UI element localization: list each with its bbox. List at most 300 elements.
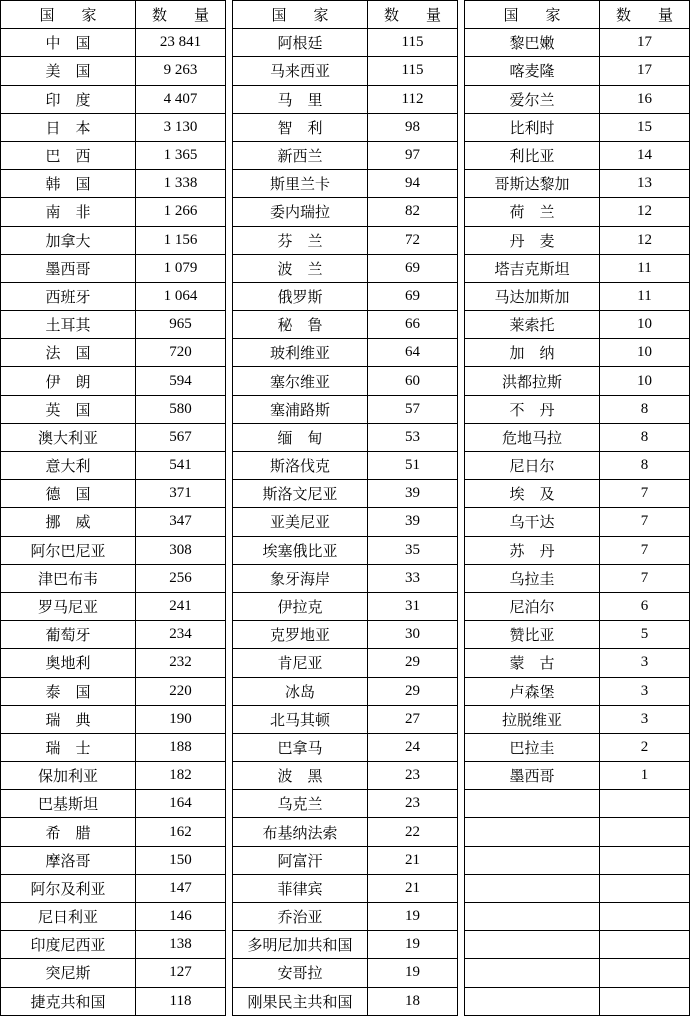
table-row: [1, 874, 226, 902]
cell-count: 29: [368, 677, 458, 705]
cell-count: 220: [136, 677, 226, 705]
table-row: [233, 57, 458, 85]
cell-country: 塞浦路斯: [233, 395, 368, 423]
cell-count: 580: [136, 395, 226, 423]
cell-country: 马 里: [233, 85, 368, 113]
table-row: [465, 29, 690, 57]
cell-country: 加 纳: [465, 339, 600, 367]
cell-count: 127: [136, 959, 226, 987]
header-count: 数 量: [368, 1, 458, 29]
cell-country: 布基纳法索: [233, 818, 368, 846]
cell-empty: [600, 903, 690, 931]
table-row: [233, 564, 458, 592]
table-row: [465, 592, 690, 620]
cell-country: 土耳其: [1, 311, 136, 339]
cell-count: 3: [600, 649, 690, 677]
cell-count: 2: [600, 733, 690, 761]
cell-country: 韩 国: [1, 170, 136, 198]
cell-count: 8: [600, 452, 690, 480]
cell-count: 23: [368, 762, 458, 790]
table-row: [465, 818, 690, 846]
table-row: [1, 198, 226, 226]
cell-count: 5: [600, 621, 690, 649]
table-row: [1, 931, 226, 959]
cell-country: 俄罗斯: [233, 282, 368, 310]
cell-country: 乌克兰: [233, 790, 368, 818]
cell-count: 39: [368, 480, 458, 508]
cell-country: 挪 威: [1, 508, 136, 536]
cell-count: 7: [600, 536, 690, 564]
table-row: [233, 282, 458, 310]
cell-count: 4 407: [136, 85, 226, 113]
cell-country: 阿尔巴尼亚: [1, 536, 136, 564]
cell-country: 象牙海岸: [233, 564, 368, 592]
cell-country: 南 非: [1, 198, 136, 226]
table-row: [465, 846, 690, 874]
cell-count: 69: [368, 282, 458, 310]
table-row: [233, 423, 458, 451]
table-row: [1, 113, 226, 141]
cell-country: 奥地利: [1, 649, 136, 677]
cell-country: 乌干达: [465, 508, 600, 536]
cell-count: 190: [136, 705, 226, 733]
table-row: [233, 141, 458, 169]
cell-count: 64: [368, 339, 458, 367]
cell-country: 新西兰: [233, 141, 368, 169]
cell-country: 澳大利亚: [1, 423, 136, 451]
table-row: [233, 874, 458, 902]
cell-country: 尼泊尔: [465, 592, 600, 620]
cell-count: 82: [368, 198, 458, 226]
table-row: [465, 536, 690, 564]
table-row: [465, 198, 690, 226]
table-row: [1, 818, 226, 846]
table-row: [233, 649, 458, 677]
cell-country: 多明尼加共和国: [233, 931, 368, 959]
table-row: [1, 790, 226, 818]
cell-empty: [465, 959, 600, 987]
cell-count: 11: [600, 254, 690, 282]
header-count: 数 量: [600, 1, 690, 29]
cell-count: 21: [368, 874, 458, 902]
cell-empty: [465, 874, 600, 902]
table-row: [233, 113, 458, 141]
cell-country: 巴拉圭: [465, 733, 600, 761]
cell-count: 19: [368, 959, 458, 987]
table-row: [465, 254, 690, 282]
cell-country: 罗马尼亚: [1, 592, 136, 620]
table-row: [233, 170, 458, 198]
cell-count: 31: [368, 592, 458, 620]
header-count: 数 量: [136, 1, 226, 29]
table-row: [465, 226, 690, 254]
cell-count: 39: [368, 508, 458, 536]
table-row: [465, 564, 690, 592]
table-row: [465, 170, 690, 198]
cell-country: 赞比亚: [465, 621, 600, 649]
cell-country: 苏 丹: [465, 536, 600, 564]
cell-count: 965: [136, 311, 226, 339]
table-row: [233, 762, 458, 790]
cell-country: 玻利维亚: [233, 339, 368, 367]
cell-empty: [465, 818, 600, 846]
table-row: [1, 959, 226, 987]
table-row: [1, 621, 226, 649]
cell-country: 德 国: [1, 480, 136, 508]
table-row: [233, 790, 458, 818]
table-row: [1, 367, 226, 395]
table-row: [1, 170, 226, 198]
cell-country: 希 腊: [1, 818, 136, 846]
cell-count: 3 130: [136, 113, 226, 141]
cell-country: 爱尔兰: [465, 85, 600, 113]
table-row: [233, 85, 458, 113]
table-row: [233, 959, 458, 987]
cell-country: 美 国: [1, 57, 136, 85]
cell-country: 中 国: [1, 29, 136, 57]
table-row: [1, 592, 226, 620]
cell-country: 菲律宾: [233, 874, 368, 902]
table-row: [233, 536, 458, 564]
table-row: [1, 254, 226, 282]
cell-country: 西班牙: [1, 282, 136, 310]
table-row: [465, 339, 690, 367]
table-row: [465, 790, 690, 818]
cell-country: 冰岛: [233, 677, 368, 705]
table-row: [465, 874, 690, 902]
country-count-table-2: [232, 0, 458, 1016]
cell-country: 智 利: [233, 113, 368, 141]
cell-count: 234: [136, 621, 226, 649]
cell-count: 162: [136, 818, 226, 846]
cell-count: 7: [600, 564, 690, 592]
cell-country: 利比亚: [465, 141, 600, 169]
table-row: [465, 762, 690, 790]
cell-country: 印 度: [1, 85, 136, 113]
table-row: [1, 395, 226, 423]
table-row: [1, 564, 226, 592]
cell-country: 埃 及: [465, 480, 600, 508]
cell-count: 147: [136, 874, 226, 902]
cell-count: 115: [368, 29, 458, 57]
cell-count: 23: [368, 790, 458, 818]
cell-count: 150: [136, 846, 226, 874]
cell-country: 塔吉克斯坦: [465, 254, 600, 282]
cell-country: 突尼斯: [1, 959, 136, 987]
table-row: [1, 339, 226, 367]
table-row: [1, 762, 226, 790]
table-row: [1, 987, 226, 1015]
cell-country: 葡萄牙: [1, 621, 136, 649]
cell-empty: [600, 818, 690, 846]
table-row: [465, 141, 690, 169]
cell-count: 720: [136, 339, 226, 367]
table-row: [465, 113, 690, 141]
table-row: [1, 846, 226, 874]
cell-empty: [600, 790, 690, 818]
cell-count: 3: [600, 677, 690, 705]
table-row: [233, 621, 458, 649]
cell-count: 12: [600, 226, 690, 254]
table-row: [233, 480, 458, 508]
cell-count: 15: [600, 113, 690, 141]
cell-country: 法 国: [1, 339, 136, 367]
cell-country: 斯里兰卡: [233, 170, 368, 198]
table-row: [465, 57, 690, 85]
cell-country: 巴基斯坦: [1, 790, 136, 818]
table-row: [233, 254, 458, 282]
column-block-1-cell: [0, 0, 226, 1016]
cell-country: 加拿大: [1, 226, 136, 254]
cell-country: 瑞 典: [1, 705, 136, 733]
cell-count: 232: [136, 649, 226, 677]
cell-count: 1 156: [136, 226, 226, 254]
table-row: [465, 423, 690, 451]
cell-country: 伊 朗: [1, 367, 136, 395]
cell-count: 138: [136, 931, 226, 959]
table-row: [465, 621, 690, 649]
cell-country: 秘 鲁: [233, 311, 368, 339]
table-row: [465, 677, 690, 705]
cell-country: 印度尼西亚: [1, 931, 136, 959]
cell-count: 1 365: [136, 141, 226, 169]
cell-country: 伊拉克: [233, 592, 368, 620]
cell-country: 荷 兰: [465, 198, 600, 226]
cell-count: 27: [368, 705, 458, 733]
cell-empty: [465, 987, 600, 1015]
table-row: [233, 677, 458, 705]
table-row: [233, 198, 458, 226]
cell-country: 乔治亚: [233, 903, 368, 931]
cell-country: 马来西亚: [233, 57, 368, 85]
cell-country: 阿富汗: [233, 846, 368, 874]
cell-country: 北马其顿: [233, 705, 368, 733]
cell-count: 33: [368, 564, 458, 592]
cell-count: 164: [136, 790, 226, 818]
cell-country: 马达加斯加: [465, 282, 600, 310]
cell-count: 1 338: [136, 170, 226, 198]
cell-country: 阿尔及利亚: [1, 874, 136, 902]
cell-country: 塞尔维亚: [233, 367, 368, 395]
cell-country: 拉脱维亚: [465, 705, 600, 733]
cell-empty: [465, 931, 600, 959]
table-row: [1, 480, 226, 508]
table-row: [1, 311, 226, 339]
cell-country: 巴 西: [1, 141, 136, 169]
table-row: [1, 903, 226, 931]
cell-country: 蒙 古: [465, 649, 600, 677]
cell-count: 347: [136, 508, 226, 536]
table-row: [1, 57, 226, 85]
cell-count: 10: [600, 339, 690, 367]
cell-count: 3: [600, 705, 690, 733]
cell-country: 丹 麦: [465, 226, 600, 254]
cell-count: 1 079: [136, 254, 226, 282]
table-row: [233, 508, 458, 536]
cell-empty: [465, 903, 600, 931]
table-row: [1, 141, 226, 169]
table-row: [233, 226, 458, 254]
cell-country: 意大利: [1, 452, 136, 480]
cell-count: 51: [368, 452, 458, 480]
cell-count: 69: [368, 254, 458, 282]
table-row: [1, 733, 226, 761]
table-row: [465, 903, 690, 931]
table-row: [233, 733, 458, 761]
cell-count: 18: [368, 987, 458, 1015]
cell-empty: [600, 874, 690, 902]
country-count-table-1: [0, 0, 226, 1016]
table-row: [233, 705, 458, 733]
table-row: [233, 818, 458, 846]
cell-country: 莱索托: [465, 311, 600, 339]
cell-country: 喀麦隆: [465, 57, 600, 85]
table-row: [1, 452, 226, 480]
cell-count: 182: [136, 762, 226, 790]
table-row: [233, 339, 458, 367]
cell-country: 阿根廷: [233, 29, 368, 57]
cell-country: 刚果民主共和国: [233, 987, 368, 1015]
cell-count: 8: [600, 423, 690, 451]
cell-count: 567: [136, 423, 226, 451]
table-row: [1, 677, 226, 705]
cell-count: 13: [600, 170, 690, 198]
cell-country: 洪都拉斯: [465, 367, 600, 395]
table-row: [465, 987, 690, 1015]
cell-count: 7: [600, 480, 690, 508]
header-country: 国 家: [233, 1, 368, 29]
cell-count: 1: [600, 762, 690, 790]
cell-count: 14: [600, 141, 690, 169]
cell-count: 60: [368, 367, 458, 395]
cell-country: 黎巴嫩: [465, 29, 600, 57]
cell-count: 146: [136, 903, 226, 931]
table-row: [233, 592, 458, 620]
cell-country: 肯尼亚: [233, 649, 368, 677]
cell-count: 112: [368, 85, 458, 113]
cell-count: 97: [368, 141, 458, 169]
cell-count: 98: [368, 113, 458, 141]
cell-count: 23 841: [136, 29, 226, 57]
table-row: [233, 367, 458, 395]
cell-country: 卢森堡: [465, 677, 600, 705]
cell-empty: [465, 790, 600, 818]
table-row: [1, 423, 226, 451]
cell-count: 72: [368, 226, 458, 254]
table-row: [233, 395, 458, 423]
cell-count: 371: [136, 480, 226, 508]
table-header-row: [465, 1, 690, 29]
cell-count: 9 263: [136, 57, 226, 85]
cell-count: 57: [368, 395, 458, 423]
cell-country: 巴拿马: [233, 733, 368, 761]
cell-country: 津巴布韦: [1, 564, 136, 592]
cell-country: 捷克共和国: [1, 987, 136, 1015]
cell-count: 66: [368, 311, 458, 339]
cell-country: 斯洛文尼亚: [233, 480, 368, 508]
table-row: [465, 282, 690, 310]
table-row: [233, 311, 458, 339]
cell-count: 7: [600, 508, 690, 536]
table-row: [465, 733, 690, 761]
cell-country: 安哥拉: [233, 959, 368, 987]
cell-count: 6: [600, 592, 690, 620]
cell-count: 94: [368, 170, 458, 198]
table-row: [1, 85, 226, 113]
cell-empty: [465, 846, 600, 874]
table-row: [465, 508, 690, 536]
cell-count: 1 064: [136, 282, 226, 310]
table-row: [465, 480, 690, 508]
table-row: [465, 452, 690, 480]
cell-country: 波 兰: [233, 254, 368, 282]
cell-country: 英 国: [1, 395, 136, 423]
cell-empty: [600, 987, 690, 1015]
cell-count: 10: [600, 367, 690, 395]
column-block-2-cell: [232, 0, 458, 1016]
cell-country: 尼日利亚: [1, 903, 136, 931]
table-row: [465, 85, 690, 113]
cell-country: 摩洛哥: [1, 846, 136, 874]
cell-empty: [600, 959, 690, 987]
cell-country: 泰 国: [1, 677, 136, 705]
header-country: 国 家: [1, 1, 136, 29]
header-country: 国 家: [465, 1, 600, 29]
table-row: [465, 649, 690, 677]
cell-country: 缅 甸: [233, 423, 368, 451]
cell-country: 克罗地亚: [233, 621, 368, 649]
table-row: [233, 846, 458, 874]
cell-country: 不 丹: [465, 395, 600, 423]
table-row: [465, 395, 690, 423]
table-row: [1, 29, 226, 57]
table-row: [465, 367, 690, 395]
cell-country: 哥斯达黎加: [465, 170, 600, 198]
cell-count: 19: [368, 931, 458, 959]
column-block-3-cell: [464, 0, 690, 1016]
cell-country: 墨西哥: [465, 762, 600, 790]
cell-count: 11: [600, 282, 690, 310]
cell-country: 尼日尔: [465, 452, 600, 480]
table-row: [233, 903, 458, 931]
cell-count: 30: [368, 621, 458, 649]
cell-country: 斯洛伐克: [233, 452, 368, 480]
cell-count: 22: [368, 818, 458, 846]
table-row: [465, 705, 690, 733]
table-row: [1, 508, 226, 536]
cell-count: 188: [136, 733, 226, 761]
cell-empty: [600, 931, 690, 959]
cell-country: 芬 兰: [233, 226, 368, 254]
table-header-row: [1, 1, 226, 29]
cell-country: 埃塞俄比亚: [233, 536, 368, 564]
cell-count: 594: [136, 367, 226, 395]
table-row: [233, 452, 458, 480]
cell-count: 308: [136, 536, 226, 564]
cell-count: 21: [368, 846, 458, 874]
cell-count: 53: [368, 423, 458, 451]
cell-country: 波 黑: [233, 762, 368, 790]
cell-count: 541: [136, 452, 226, 480]
cell-country: 乌拉圭: [465, 564, 600, 592]
cell-count: 29: [368, 649, 458, 677]
table-row: [465, 311, 690, 339]
cell-country: 委内瑞拉: [233, 198, 368, 226]
cell-count: 256: [136, 564, 226, 592]
table-row: [233, 987, 458, 1015]
cell-country: 瑞 士: [1, 733, 136, 761]
cell-count: 10: [600, 311, 690, 339]
